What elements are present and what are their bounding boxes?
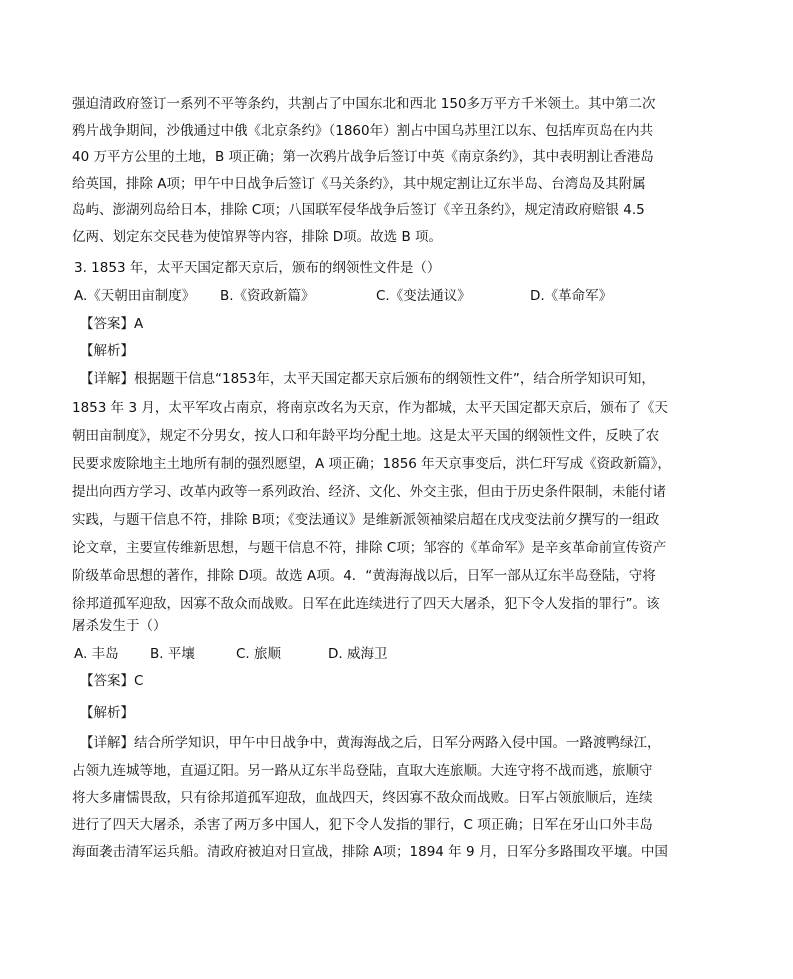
- text-line: 岛屿、澎湖列岛给日本，排除 C项；八国联军侵华战争后签订《辛丑条约》，规定清政府赔银 4.5: [72, 202, 645, 218]
- text-line: 将大多庸懦畏敌，只有徐邦道孤军迎敌，血战四天，终因寡不敌众而战败。日军占领旅顺后，连续: [72, 790, 653, 806]
- text-line: 阶级革命思想的著作，排除 D项。故选 A项。4．“黄海海战以后，日军一部从辽东半岛登陆，守将: [72, 568, 656, 584]
- text-line: 进行了四天大屠杀，杀害了两万多中国人，犯下令人发指的罪行，C 项正确；日军在牙山口外丰岛: [72, 817, 653, 833]
- text-line: 1853 年 3 月，太平军攻占南京，将南京改名为天京，作为都城，太平天国定都天京后，颁布了《天: [72, 400, 668, 416]
- text-line: 朝田亩制度》，规定不分男女，按人口和年龄平均分配土地。这是太平天国的纲领性文件，反映了农: [72, 428, 660, 444]
- option-d: D. 威海卫: [328, 646, 388, 662]
- text-line: 鸦片战争期间，沙俄通过中俄《北京条约》（1860年）割占中国乌苏里江以东、包括库页岛在内共: [72, 123, 654, 139]
- text-line: 论文章，主要宣传维新思想，与题干信息不符，排除 C项；邹容的《革命军》是辛亥革命前宣传资产: [72, 540, 667, 556]
- text-line: 实践，与题干信息不符，排除 B项；《变法通议》是维新派领袖梁启超在戊戌变法前夕撰写的一组政: [72, 512, 660, 528]
- text-line: 【详解】根据题干信息“1853年，太平天国定都天京后颁布的纲领性文件”，结合所学知识可知，: [80, 371, 655, 387]
- option-a: A. 丰岛: [74, 646, 119, 662]
- text-line: 【详解】结合所学知识，甲午中日战争中，黄海海战之后，日军分两路入侵中国。一路渡鸭绿江，: [80, 735, 661, 751]
- answer-label: 【答案】A: [80, 316, 144, 332]
- text-line: 亿两、划定东交民巷为使馆界等内容，排除 D项。故选 B 项。: [72, 229, 443, 245]
- text-line: 徐邦道孤军迎敌，因寡不敌众而战败。日军在此连续进行了四天大屠杀，犯下令人发指的罪行”。该: [72, 596, 660, 612]
- answer-label: 【答案】C: [80, 673, 144, 689]
- question-3-stem: 3. 1853 年，太平天国定都天京后，颁布的纲领性文件是（）: [74, 260, 441, 276]
- option-b: B.《资政新篇》: [220, 288, 315, 304]
- text-line: 民要求废除地主土地所有制的强烈愿望，A 项正确；1856 年天京事变后，洪仁玕写成《资政新篇》，: [72, 456, 671, 472]
- text-line: 40 万平方公里的土地，B 项正确；第一次鸦片战争后签订中英《南京条约》，其中表明割让香港岛: [72, 149, 654, 165]
- analysis-label: 【解析】: [80, 705, 134, 721]
- option-c: C. 旅顺: [236, 646, 282, 662]
- text-line: 强迫清政府签订一系列不平等条约，共割占了中国东北和西北 150多万平方千米领土。其中第二次: [72, 96, 656, 112]
- text-line: 海面袭击清军运兵船。清政府被迫对日宣战，排除 A项；1894 年 9 月，日军分多路围攻平壤。中国: [72, 844, 668, 860]
- option-a: A.《天朝田亩制度》: [74, 288, 196, 304]
- text-line: 提出向西方学习、改革内政等一系列政治、经济、文化、外交主张，但由于历史条件限制，未能付诸: [72, 484, 666, 500]
- text-line: 给英国，排除 A项；甲午中日战争后签订《马关条约》，其中规定割让辽东半岛、台湾岛及其附属: [72, 176, 646, 192]
- text-line: 占领九连城等地，直逼辽阳。另一路从辽东半岛登陆，直取大连旅顺。大连守将不战而逃，旅顺守: [72, 763, 653, 779]
- option-d: D.《革命军》: [530, 288, 613, 304]
- option-c: C.《变法通议》: [376, 288, 471, 304]
- option-b: B. 平壤: [150, 646, 195, 662]
- text-line: 屠杀发生于（）: [72, 618, 167, 634]
- analysis-label: 【解析】: [80, 343, 134, 359]
